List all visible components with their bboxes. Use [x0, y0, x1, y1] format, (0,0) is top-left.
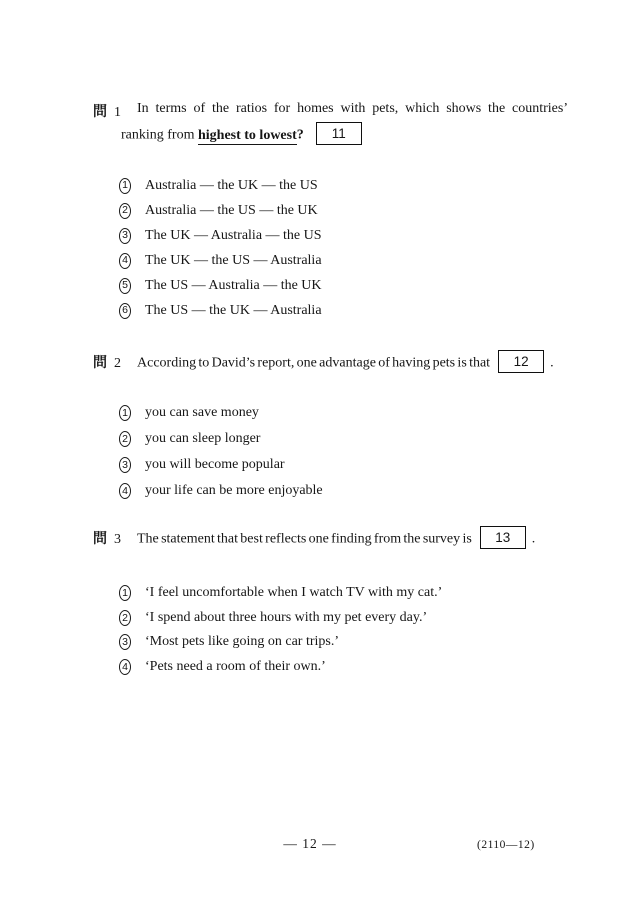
option-text: The UK — the US — Australia	[145, 252, 322, 268]
circled-number-icon: 4	[119, 253, 131, 269]
circled-number-icon: 2	[119, 610, 131, 626]
question-2-number: 2	[114, 355, 121, 371]
question-2-text: According to David’s report, one advantage of having pets is that	[137, 355, 491, 371]
option-text: ‘Most pets like going on car trips.’	[145, 634, 340, 650]
circled-number-icon: 2	[119, 431, 131, 447]
option-row-q3-1	[119, 581, 442, 606]
option-row-q1-5	[119, 273, 322, 298]
answer-box-11: 11	[316, 122, 362, 145]
question-1-stem-line-2	[121, 124, 362, 147]
question-3-label	[93, 529, 137, 551]
circled-number-icon: 3	[119, 228, 131, 244]
question-1-text-prefix: ranking from	[121, 127, 198, 143]
question-2-stem	[93, 352, 554, 375]
option-row-q2-3	[119, 452, 323, 478]
option-text: ‘I feel uncomfortable when I watch TV with my cat.’	[145, 585, 443, 601]
answer-box-13: 13	[480, 526, 526, 549]
option-row-q1-6	[119, 298, 322, 323]
question-2-label	[93, 353, 137, 375]
document-code: (2110—12)	[477, 839, 535, 851]
option-text: ‘Pets need a room of their own.’	[145, 658, 326, 674]
option-text: The US — the UK — Australia	[145, 302, 322, 318]
question-label-kanji: 問	[93, 355, 107, 371]
option-text: Australia — the UK — the US	[145, 177, 318, 193]
circled-number-icon: 5	[119, 278, 131, 294]
option-text: The UK — Australia — the US	[145, 227, 322, 243]
option-row-q1-2	[119, 198, 322, 223]
option-row-q3-2	[119, 606, 442, 631]
option-text: you can sleep longer	[145, 431, 261, 446]
question-label-kanji: 問	[93, 531, 107, 547]
option-row-q3-4	[119, 655, 442, 680]
option-row-q1-4	[119, 248, 322, 273]
option-text: The US — Australia — the UK	[145, 277, 322, 293]
circled-number-icon: 1	[119, 585, 131, 601]
option-text: you can save money	[145, 405, 259, 420]
page-number: — 12 —	[283, 836, 337, 851]
option-row-q2-4	[119, 478, 323, 504]
circled-number-icon: 4	[119, 659, 131, 675]
answer-box-12: 12	[498, 350, 544, 373]
question-3-stem	[93, 528, 535, 551]
option-row-q3-3	[119, 630, 442, 655]
option-row-q1-3	[119, 223, 322, 248]
option-text: you will become popular	[145, 457, 285, 472]
question-label-kanji: 問	[93, 105, 107, 120]
circled-number-icon: 4	[119, 483, 131, 499]
circled-number-icon: 1	[119, 178, 131, 194]
circled-number-icon: 3	[119, 457, 131, 473]
circled-number-icon: 3	[119, 634, 131, 650]
question-1-label	[93, 101, 137, 121]
question-2-options	[119, 400, 323, 504]
circled-number-icon: 1	[119, 405, 131, 421]
circled-number-icon: 2	[119, 203, 131, 219]
question-3-options	[119, 581, 442, 679]
option-row-q2-1	[119, 400, 323, 426]
question-3-text: The statement that best reflects one finding from the survey is	[137, 531, 472, 547]
option-text: ‘I spend about three hours with my pet every day.’	[145, 609, 428, 625]
question-1-emphasis: highest to lowest	[197, 127, 297, 143]
question-1-number: 1	[114, 105, 121, 120]
circled-number-icon: 6	[119, 303, 131, 319]
option-text: your life can be more enjoyable	[145, 483, 323, 498]
option-row-q2-2	[119, 426, 323, 452]
question-3-number: 3	[114, 531, 121, 547]
question-1-text: In terms of the ratios for homes with pets, which shows the countries’	[137, 101, 568, 116]
question-1-options	[119, 173, 322, 323]
question-2-period: .	[550, 355, 554, 371]
question-1-text-suffix: ?	[296, 127, 304, 143]
option-row-q1-1	[119, 173, 322, 198]
question-1-stem-line-1	[93, 101, 568, 121]
question-3-period: .	[531, 531, 536, 547]
option-text: Australia — the US — the UK	[145, 202, 318, 218]
